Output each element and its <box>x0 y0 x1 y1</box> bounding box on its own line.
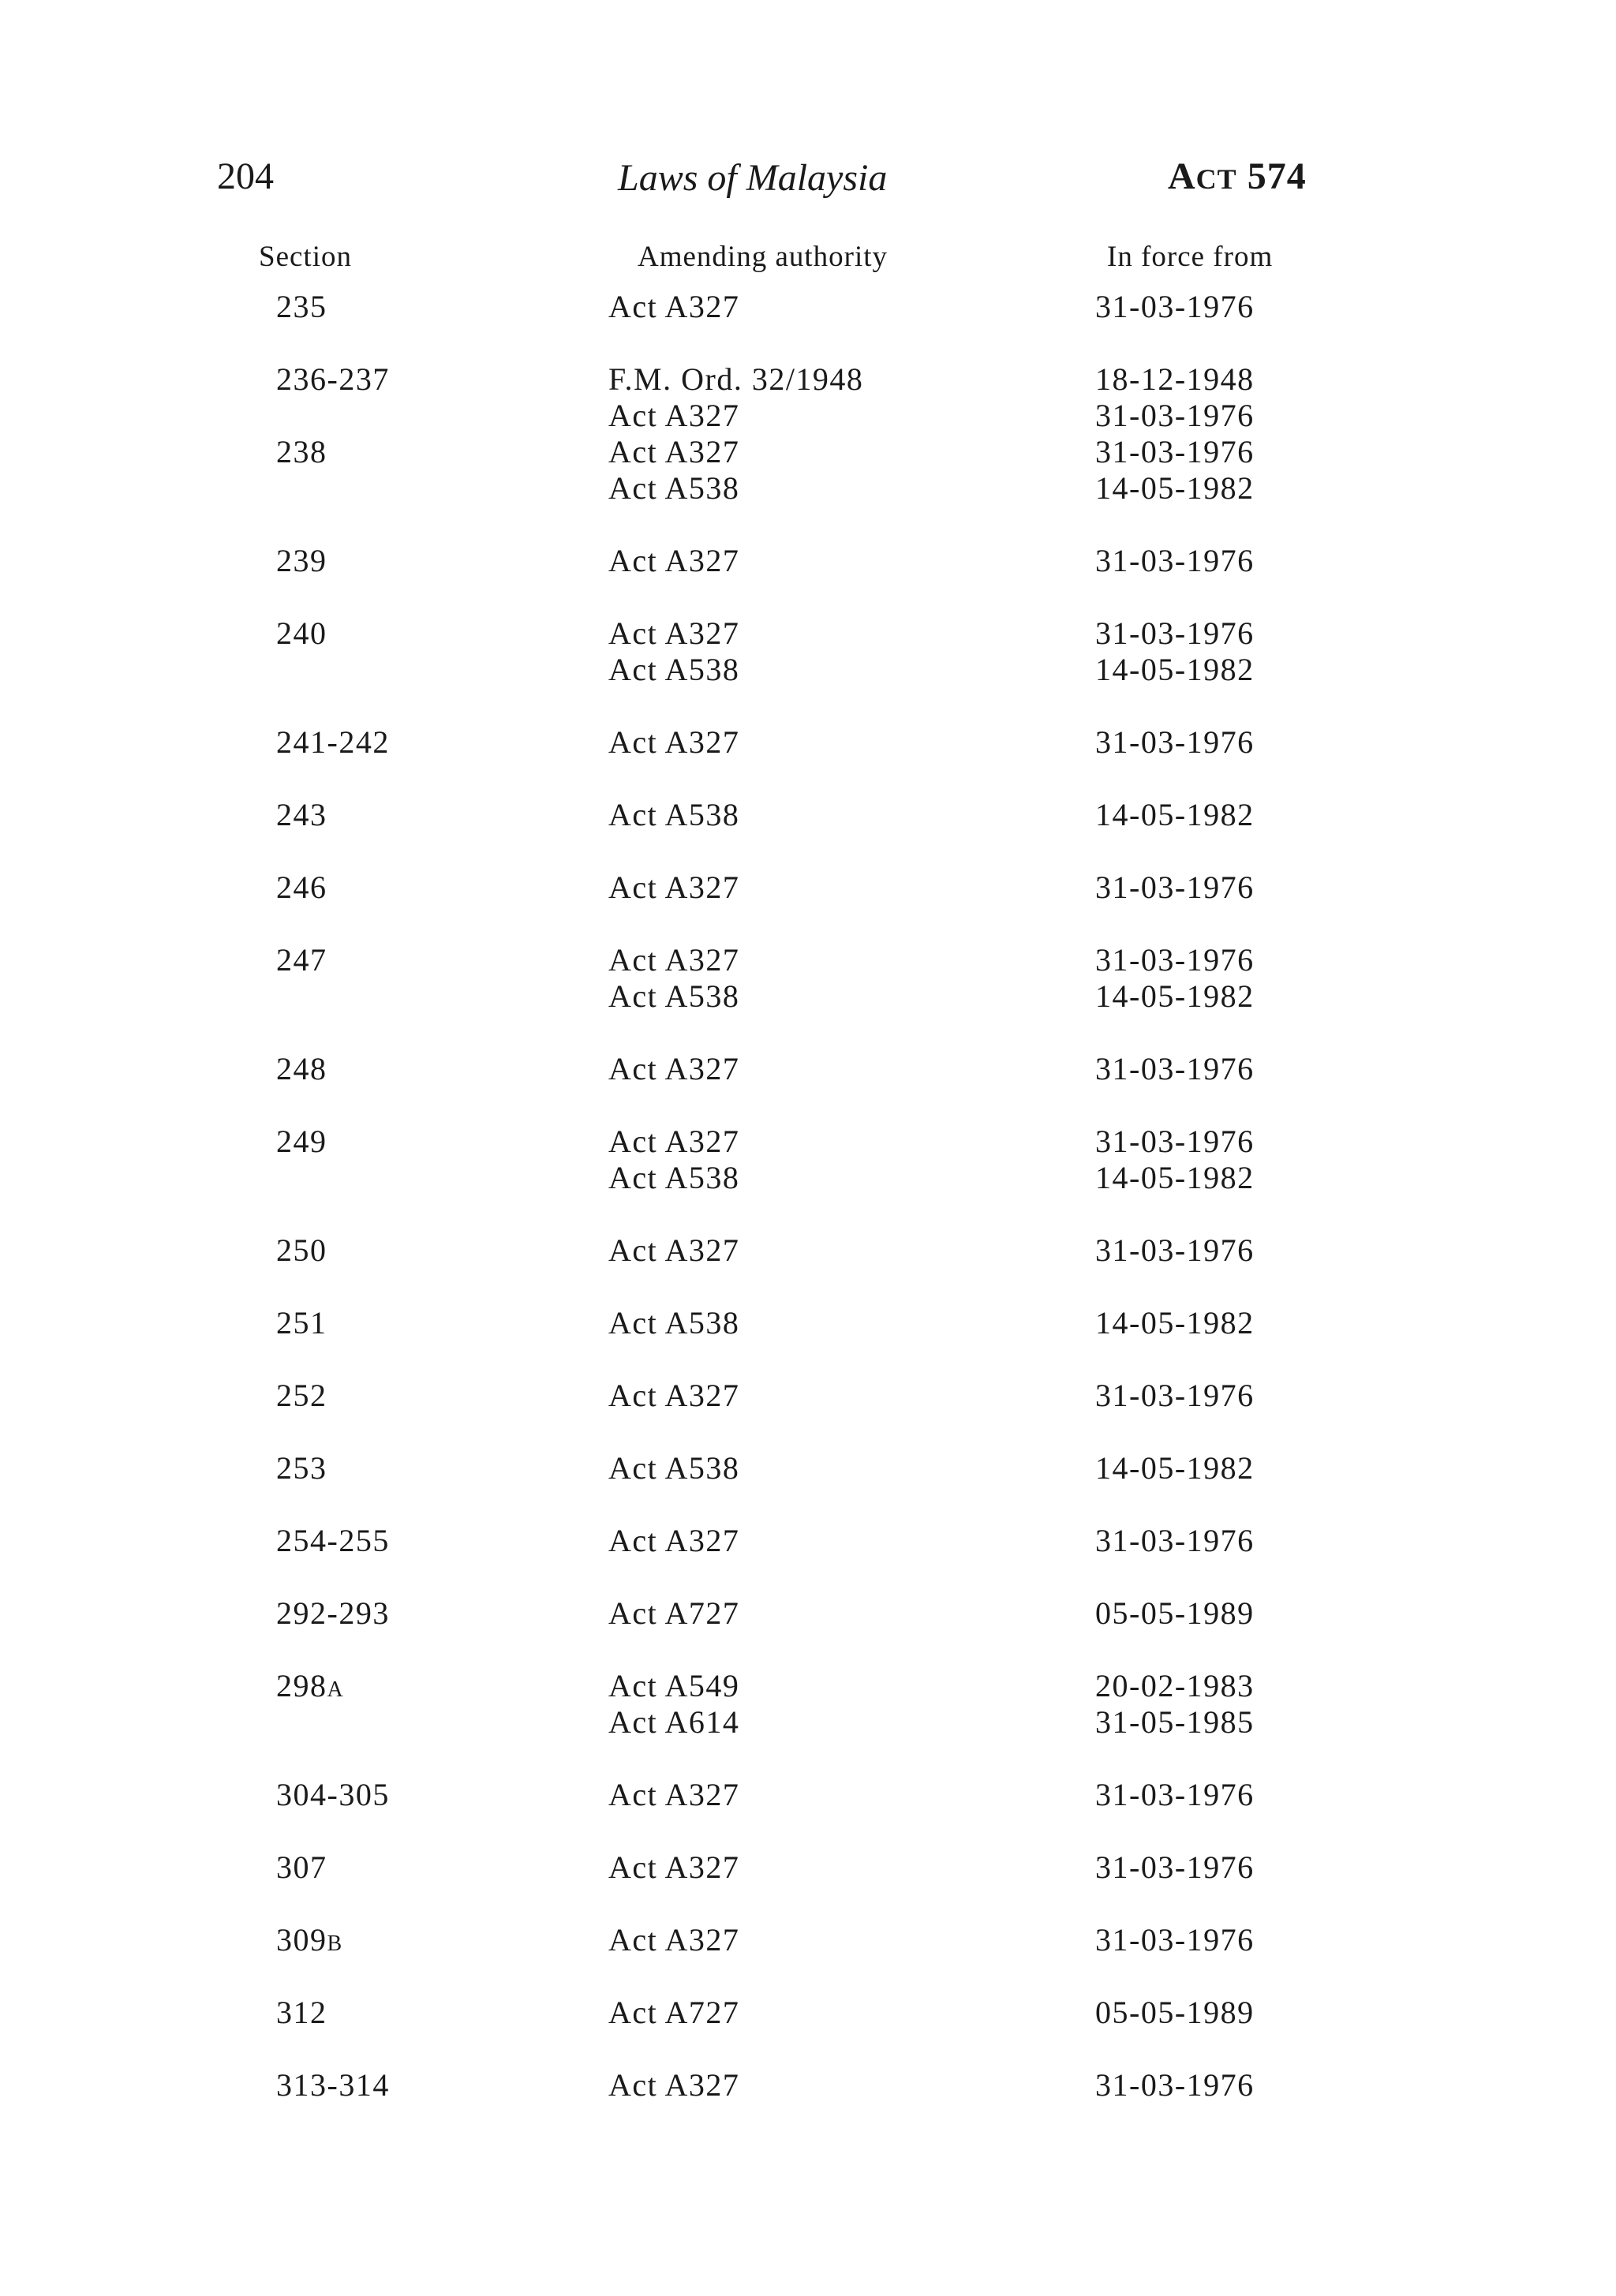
amending-authority: Act A538 <box>608 1450 740 1486</box>
amending-authority: Act A327 <box>608 1523 740 1558</box>
row-line <box>0 470 1616 507</box>
table-row <box>0 615 1616 688</box>
table-row <box>0 1595 1616 1632</box>
amending-authority: F.M. Ord. 32/1948 <box>608 361 864 397</box>
section-number: 252 <box>276 1378 327 1413</box>
row-line <box>0 398 1616 434</box>
amending-authority: Act A538 <box>608 470 740 506</box>
row-line <box>0 289 1616 325</box>
in-force-date: 05-05-1989 <box>1095 1595 1255 1631</box>
row-line <box>0 1922 1616 1958</box>
row-line <box>0 978 1616 1015</box>
row-line <box>0 652 1616 688</box>
row-line <box>0 942 1616 978</box>
amendment-table <box>0 289 1616 2103</box>
amending-authority: Act A327 <box>608 543 740 578</box>
amending-authority: Act A327 <box>608 2067 740 2103</box>
section-suffix: B <box>327 1931 343 1956</box>
in-force-date: 18-12-1948 <box>1095 361 1255 397</box>
row-line <box>0 1995 1616 2031</box>
in-force-date: 31-03-1976 <box>1095 1378 1255 1413</box>
row-line <box>0 1232 1616 1269</box>
in-force-date: 31-03-1976 <box>1095 615 1255 651</box>
in-force-date: 31-03-1976 <box>1095 1124 1255 1159</box>
table-row <box>0 1995 1616 2031</box>
section-number: 248 <box>276 1051 327 1086</box>
section-number: 309B <box>276 1922 343 1958</box>
section-number: 298A <box>276 1668 345 1703</box>
section-number: 240 <box>276 615 327 651</box>
in-force-date: 31-03-1976 <box>1095 869 1255 905</box>
row-line <box>0 1777 1616 1813</box>
row-line <box>0 1051 1616 1087</box>
amending-authority: Act A327 <box>608 615 740 651</box>
amending-authority: Act A538 <box>608 652 740 687</box>
section-number: 292-293 <box>276 1595 390 1631</box>
section-number: 243 <box>276 797 327 832</box>
amending-authority: Act A327 <box>608 1232 740 1268</box>
in-force-date: 14-05-1982 <box>1095 978 1255 1014</box>
amending-authority: Act A549 <box>608 1668 740 1703</box>
table-row <box>0 289 1616 325</box>
in-force-date: 31-03-1976 <box>1095 543 1255 578</box>
row-line <box>0 1124 1616 1160</box>
row-line <box>0 797 1616 833</box>
in-force-date: 31-03-1976 <box>1095 724 1255 760</box>
amending-authority: Act A327 <box>608 942 740 978</box>
section-number: 312 <box>276 1995 327 2030</box>
row-line <box>0 2067 1616 2103</box>
row-line <box>0 869 1616 906</box>
row-line <box>0 1450 1616 1486</box>
in-force-date: 31-03-1976 <box>1095 1777 1255 1812</box>
row-line <box>0 1160 1616 1196</box>
act-number: 574 <box>1247 155 1307 197</box>
table-row <box>0 434 1616 507</box>
table-row <box>0 1668 1616 1741</box>
column-header-in-force: In force from <box>1107 241 1274 273</box>
row-line <box>0 615 1616 652</box>
in-force-date: 31-03-1976 <box>1095 1922 1255 1958</box>
in-force-date: 31-03-1976 <box>1095 1051 1255 1086</box>
column-header-authority: Amending authority <box>638 241 888 273</box>
section-number: 249 <box>276 1124 327 1159</box>
in-force-date: 31-03-1976 <box>1095 1523 1255 1558</box>
table-row <box>0 1378 1616 1414</box>
section-number: 250 <box>276 1232 327 1268</box>
act-prefix-big: A <box>1168 155 1196 197</box>
in-force-date: 31-03-1976 <box>1095 289 1255 324</box>
in-force-date: 31-03-1976 <box>1095 2067 1255 2103</box>
in-force-date: 31-03-1976 <box>1095 398 1255 433</box>
amending-authority: Act A538 <box>608 1305 740 1341</box>
row-line <box>0 1704 1616 1741</box>
section-number: 241-242 <box>276 724 390 760</box>
row-line <box>0 1849 1616 1886</box>
table-row <box>0 361 1616 434</box>
row-line <box>0 1378 1616 1414</box>
section-number: 247 <box>276 942 327 978</box>
column-header-section: Section <box>259 241 352 273</box>
table-row <box>0 2067 1616 2103</box>
section-number: 313-314 <box>276 2067 390 2103</box>
table-row <box>0 942 1616 1015</box>
page-header <box>0 155 1616 210</box>
section-number: 253 <box>276 1450 327 1486</box>
document-title: Laws of Malaysia <box>618 157 888 199</box>
in-force-date: 14-05-1982 <box>1095 1305 1255 1341</box>
section-number: 239 <box>276 543 327 578</box>
amending-authority: Act A327 <box>608 434 740 469</box>
in-force-date: 14-05-1982 <box>1095 1450 1255 1486</box>
amending-authority: Act A327 <box>608 1777 740 1812</box>
table-row <box>0 1922 1616 1958</box>
amending-authority: Act A727 <box>608 1995 740 2030</box>
amending-authority: Act A327 <box>608 398 740 433</box>
amending-authority: Act A327 <box>608 1849 740 1885</box>
table-row <box>0 1523 1616 1559</box>
page-number: 204 <box>217 155 274 197</box>
row-line <box>0 361 1616 398</box>
table-row <box>0 869 1616 906</box>
table-row <box>0 1124 1616 1196</box>
in-force-date: 14-05-1982 <box>1095 470 1255 506</box>
amending-authority: Act A538 <box>608 797 740 832</box>
table-row <box>0 724 1616 761</box>
in-force-date: 14-05-1982 <box>1095 1160 1255 1195</box>
section-number: 246 <box>276 869 327 905</box>
amending-authority: Act A727 <box>608 1595 740 1631</box>
row-line <box>0 1523 1616 1559</box>
amending-authority: Act A538 <box>608 978 740 1014</box>
act-label <box>1168 155 1307 198</box>
row-line <box>0 1595 1616 1632</box>
row-line <box>0 1668 1616 1704</box>
section-number: 254-255 <box>276 1523 390 1558</box>
in-force-date: 31-03-1976 <box>1095 1232 1255 1268</box>
amending-authority: Act A327 <box>608 289 740 324</box>
section-number: 304-305 <box>276 1777 390 1812</box>
table-row <box>0 1777 1616 1813</box>
amending-authority: Act A327 <box>608 1051 740 1086</box>
section-number: 251 <box>276 1305 327 1341</box>
act-prefix-small: CT <box>1195 163 1237 195</box>
row-line <box>0 543 1616 579</box>
table-row <box>0 1232 1616 1269</box>
in-force-date: 14-05-1982 <box>1095 797 1255 832</box>
section-number: 235 <box>276 289 327 324</box>
table-row <box>0 543 1616 579</box>
row-line <box>0 1305 1616 1341</box>
row-line <box>0 724 1616 761</box>
amending-authority: Act A538 <box>608 1160 740 1195</box>
table-row <box>0 1849 1616 1886</box>
table-row <box>0 797 1616 833</box>
amending-authority: Act A327 <box>608 724 740 760</box>
section-suffix: A <box>327 1677 345 1702</box>
table-row <box>0 1450 1616 1486</box>
in-force-date: 31-05-1985 <box>1095 1704 1255 1740</box>
section-number: 307 <box>276 1849 327 1885</box>
table-row <box>0 1051 1616 1087</box>
in-force-date: 05-05-1989 <box>1095 1995 1255 2030</box>
amending-authority: Act A327 <box>608 869 740 905</box>
section-number: 238 <box>276 434 327 469</box>
in-force-date: 31-03-1976 <box>1095 942 1255 978</box>
in-force-date: 14-05-1982 <box>1095 652 1255 687</box>
amending-authority: Act A614 <box>608 1704 740 1740</box>
amending-authority: Act A327 <box>608 1922 740 1958</box>
amending-authority: Act A327 <box>608 1378 740 1413</box>
table-row <box>0 1305 1616 1341</box>
amending-authority: Act A327 <box>608 1124 740 1159</box>
in-force-date: 31-03-1976 <box>1095 434 1255 469</box>
row-line <box>0 434 1616 470</box>
in-force-date: 31-03-1976 <box>1095 1849 1255 1885</box>
in-force-date: 20-02-1983 <box>1095 1668 1255 1703</box>
section-number: 236-237 <box>276 361 390 397</box>
